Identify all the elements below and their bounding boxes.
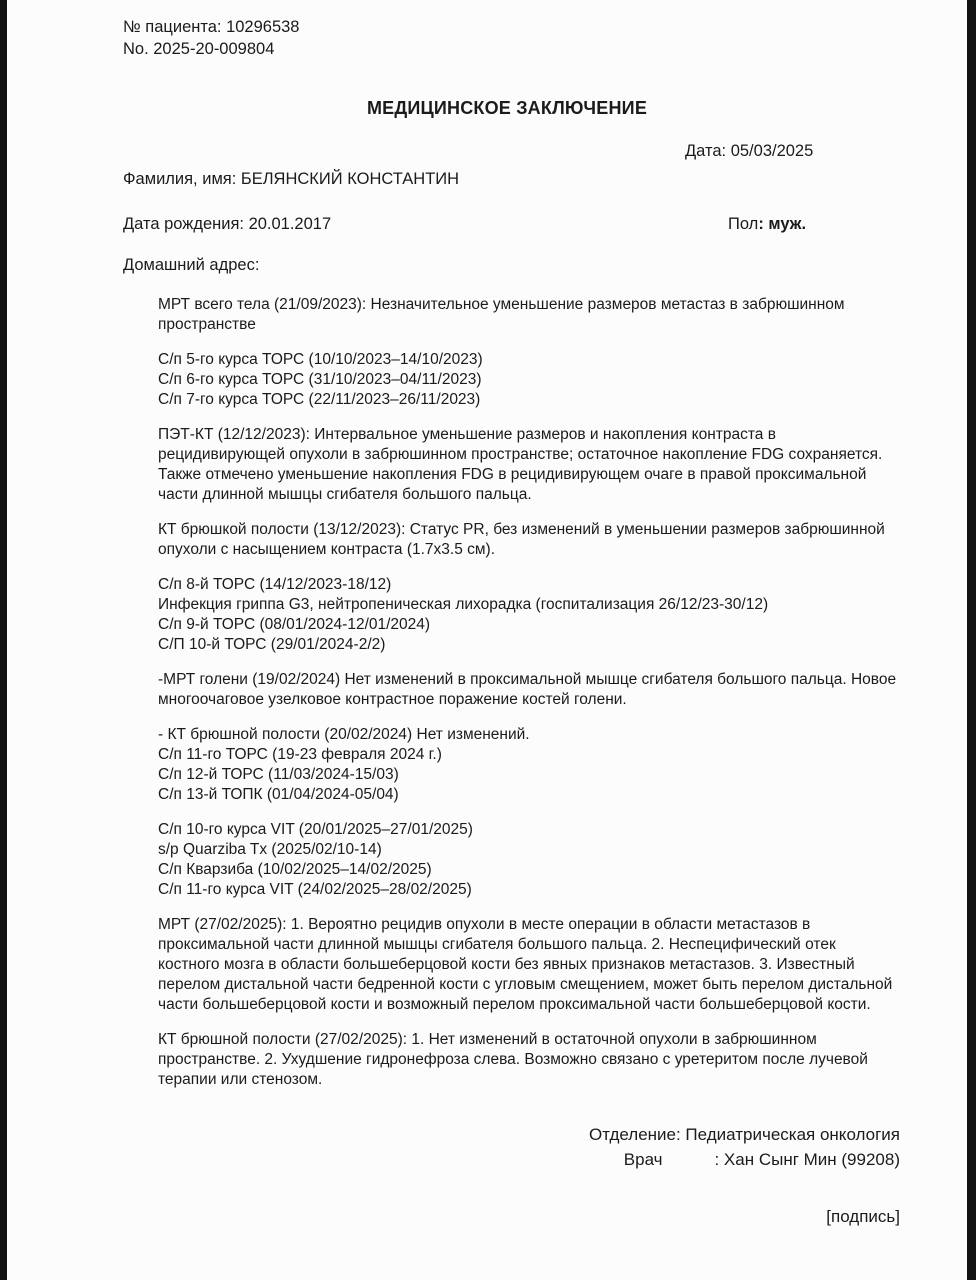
report-line: КТ брюшной полости (27/02/2025): 1. Нет изменений в остаточной опухоли в забрюшинном пространстве. 2. Ухудшение гидронефроза слева. Возможно связано с уретеритом после лучевой терапии или стенозом. [158,1031,868,1088]
patient-number: № пациента: 10296538 [123,18,300,36]
report-line: Инфекция гриппа G3, нейтропеническая лихорадка (госпитализация 26/12/23-30/12) [158,596,769,613]
report-line: МРТ всего тела (21/09/2023): Незначительное уменьшение размеров метастаз в забрюшинном пространстве [158,296,845,333]
birth-date-line: Дата рождения: 20.01.2017 [123,215,332,233]
section-mrt-whole-body [158,295,900,335]
report-line: С/п Кварзиба (10/02/2025–14/02/2025) [158,861,432,878]
section-tors-courses-8-10 [158,575,900,655]
scan-edge-left [0,0,7,1280]
report-line: s/p Quarziba Tx (2025/02/10-14) [158,841,382,858]
birth-sex-row [123,215,867,234]
scan-edge-right [967,0,976,1280]
report-footer [7,1122,967,1172]
report-title: МЕДИЦИНСКОЕ ЗАКЛЮЧЕНИЕ [366,98,648,118]
report-line: - КТ брюшной полости (20/02/2024) Нет изменений. [158,726,530,743]
report-line: -МРТ голени (19/02/2024) Нет изменений в проксимальной мышце сгибателя большого пальца. Новое многоочаговое узелковое контрастное поражение костей голени. [158,671,897,708]
report-line: С/п 12-й ТОРС (11/03/2024-15/03) [158,766,399,783]
report-line: С/п 11-го ТОРС (19-23 февраля 2024 г.) [158,746,442,763]
medical-report-page [7,0,967,1280]
patient-id-block [123,16,299,60]
report-line: ПЭТ-КТ (12/12/2023): Интервальное уменьшение размеров и накопления контраста в рецидивирующей опухоли в забрюшинном пространстве; остаточное накопление FDG сохраняется. Также отмечено уменьшение накопления FDG в рецидивирующем очаге в правой проксимальной части длинной мышцы сгибателя большого пальца. [158,426,883,503]
report-line: С/п 6-го курса ТОРС (31/10/2023–04/11/2023) [158,371,482,388]
section-kt-13-12 [158,520,900,560]
report-line: С/п 8-й ТОРС (14/12/2023-18/12) [158,576,392,593]
record-number: No. 2025-20-009804 [123,40,275,58]
patient-name-line: Фамилия, имя: БЕЛЯНСКИЙ КОНСТАНТИН [123,170,460,188]
report-line: С/п 7-го курса ТОРС (22/11/2023–26/11/2023) [158,391,481,408]
doctor-line: Врач : Хан Сынг Мин (99208) [623,1150,900,1169]
department-line: Отделение: Педиатрическая онкология [589,1125,900,1144]
report-line: С/п 10-го курса VIT (20/01/2025–27/01/2025) [158,821,473,838]
section-mrt-27-02 [158,915,900,1015]
section-kt-20-02-and-courses-11-13 [158,725,900,805]
section-pet-kt [158,425,900,505]
section-mrt-shin [158,670,900,710]
section-vit-quarziba-courses [158,820,900,900]
home-address-line: Домашний адрес: [123,256,260,274]
report-line: КТ брюшкой полости (13/12/2023): Статус PR, без изменений в уменьшении размеров забрюшинной опухоли с насыщением контраста (1.7x3.5 см). [158,521,885,558]
signature-placeholder: [подпись] [826,1207,900,1226]
report-line: С/п 11-го курса VIT (24/02/2025–28/02/2025) [158,881,472,898]
section-kt-27-02 [158,1030,900,1090]
report-date: Дата: 05/03/2025 [685,142,814,160]
report-line: С/П 10-й ТОРС (29/01/2024-2/2) [158,636,386,653]
report-line: С/п 9-й ТОРС (08/01/2024-12/01/2024) [158,616,431,633]
report-body [158,295,900,1105]
sex-value: : муж. [758,215,807,233]
sex-label: Пол [728,215,759,233]
section-tors-courses-5-7 [158,350,900,410]
report-line: С/п 5-го курса ТОРС (10/10/2023–14/10/2023) [158,351,483,368]
report-line: С/п 13-й ТОПК (01/04/2024-05/04) [158,786,399,803]
sex-line [728,215,806,234]
report-line: МРТ (27/02/2025): 1. Вероятно рецидив опухоли в месте операции в области метастазов в проксимальной части длинной мышцы сгибателя большого пальца. 2. Неспецифический отек костного мозга в области большеберцовой кости без явных признаков метастазов. 3. Известный перелом дистальной части бедренной кости с угловым смещением, может быть перелом дистальной части большеберцовой кости и возможный перелом проксимальной части большеберцовой кости. [158,916,893,1013]
